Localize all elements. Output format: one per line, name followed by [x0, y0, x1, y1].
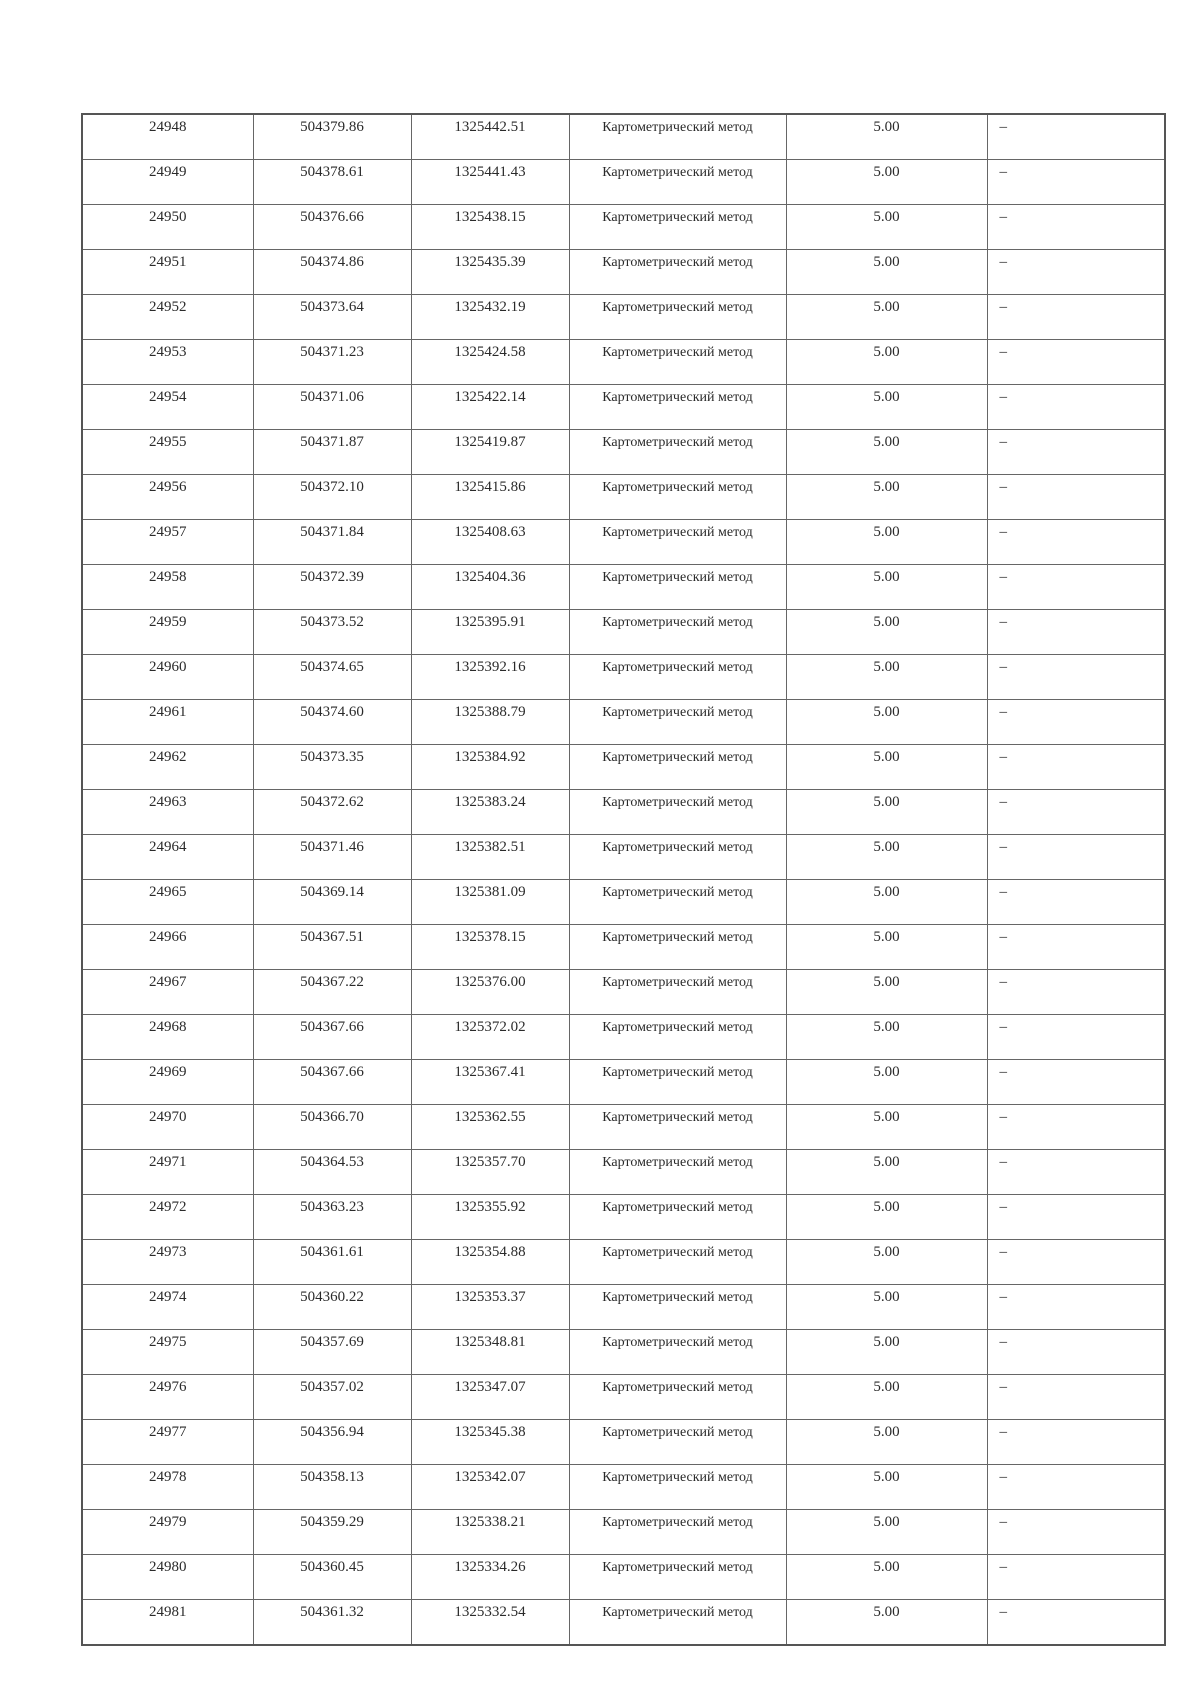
table-row	[82, 1510, 1165, 1555]
cell-y-coordinate: 1325419.87	[411, 430, 569, 475]
cell-note: –	[987, 1105, 1165, 1150]
cell-method: Картометрический метод	[569, 1150, 786, 1195]
cell-note: –	[987, 1240, 1165, 1285]
cell-point-number: 24971	[82, 1150, 253, 1195]
cell-note: –	[987, 745, 1165, 790]
cell-y-coordinate: 1325392.16	[411, 655, 569, 700]
cell-y-coordinate: 1325422.14	[411, 385, 569, 430]
cell-x-coordinate: 504371.87	[253, 430, 411, 475]
cell-note: –	[987, 970, 1165, 1015]
cell-y-coordinate: 1325342.07	[411, 1465, 569, 1510]
cell-x-coordinate: 504366.70	[253, 1105, 411, 1150]
cell-note: –	[987, 880, 1165, 925]
cell-x-coordinate: 504373.35	[253, 745, 411, 790]
cell-accuracy: 5.00	[786, 880, 987, 925]
table-row	[82, 1465, 1165, 1510]
cell-method: Картометрический метод	[569, 790, 786, 835]
cell-x-coordinate: 504371.46	[253, 835, 411, 880]
cell-method: Картометрический метод	[569, 1510, 786, 1555]
cell-note: –	[987, 835, 1165, 880]
cell-y-coordinate: 1325408.63	[411, 520, 569, 565]
cell-accuracy: 5.00	[786, 1510, 987, 1555]
cell-method: Картометрический метод	[569, 430, 786, 475]
table-row	[82, 1600, 1165, 1646]
cell-method: Картометрический метод	[569, 970, 786, 1015]
cell-note: –	[987, 790, 1165, 835]
cell-x-coordinate: 504360.45	[253, 1555, 411, 1600]
cell-x-coordinate: 504372.10	[253, 475, 411, 520]
cell-note: –	[987, 610, 1165, 655]
cell-point-number: 24967	[82, 970, 253, 1015]
cell-x-coordinate: 504373.64	[253, 295, 411, 340]
cell-method: Картометрический метод	[569, 745, 786, 790]
table-row	[82, 790, 1165, 835]
cell-method: Картометрический метод	[569, 1465, 786, 1510]
cell-x-coordinate: 504369.14	[253, 880, 411, 925]
cell-point-number: 24961	[82, 700, 253, 745]
cell-accuracy: 5.00	[786, 655, 987, 700]
cell-x-coordinate: 504374.60	[253, 700, 411, 745]
cell-note: –	[987, 700, 1165, 745]
cell-method: Картометрический метод	[569, 475, 786, 520]
table-row	[82, 745, 1165, 790]
cell-note: –	[987, 1375, 1165, 1420]
cell-point-number: 24953	[82, 340, 253, 385]
cell-accuracy: 5.00	[786, 925, 987, 970]
cell-point-number: 24968	[82, 1015, 253, 1060]
cell-accuracy: 5.00	[786, 385, 987, 430]
cell-note: –	[987, 1060, 1165, 1105]
cell-accuracy: 5.00	[786, 970, 987, 1015]
cell-accuracy: 5.00	[786, 1600, 987, 1646]
cell-x-coordinate: 504374.86	[253, 250, 411, 295]
cell-note: –	[987, 1330, 1165, 1375]
cell-method: Картометрический метод	[569, 340, 786, 385]
cell-accuracy: 5.00	[786, 1150, 987, 1195]
cell-accuracy: 5.00	[786, 114, 987, 160]
table-row	[82, 880, 1165, 925]
cell-point-number: 24978	[82, 1465, 253, 1510]
table-row	[82, 835, 1165, 880]
cell-x-coordinate: 504371.23	[253, 340, 411, 385]
cell-x-coordinate: 504372.39	[253, 565, 411, 610]
cell-method: Картометрический метод	[569, 520, 786, 565]
cell-accuracy: 5.00	[786, 1465, 987, 1510]
table-row	[82, 565, 1165, 610]
cell-y-coordinate: 1325376.00	[411, 970, 569, 1015]
cell-method: Картометрический метод	[569, 1330, 786, 1375]
cell-accuracy: 5.00	[786, 1240, 987, 1285]
cell-y-coordinate: 1325441.43	[411, 160, 569, 205]
table-row	[82, 1240, 1165, 1285]
cell-accuracy: 5.00	[786, 835, 987, 880]
cell-point-number: 24965	[82, 880, 253, 925]
cell-x-coordinate: 504361.61	[253, 1240, 411, 1285]
cell-note: –	[987, 1555, 1165, 1600]
table-row	[82, 250, 1165, 295]
cell-note: –	[987, 1420, 1165, 1465]
table-row	[82, 925, 1165, 970]
table-row	[82, 1060, 1165, 1105]
cell-x-coordinate: 504359.29	[253, 1510, 411, 1555]
table-row	[82, 700, 1165, 745]
cell-x-coordinate: 504367.66	[253, 1060, 411, 1105]
cell-method: Картометрический метод	[569, 1420, 786, 1465]
table-row	[82, 1330, 1165, 1375]
cell-x-coordinate: 504371.84	[253, 520, 411, 565]
cell-y-coordinate: 1325353.37	[411, 1285, 569, 1330]
cell-y-coordinate: 1325332.54	[411, 1600, 569, 1646]
cell-note: –	[987, 520, 1165, 565]
cell-y-coordinate: 1325442.51	[411, 114, 569, 160]
cell-y-coordinate: 1325354.88	[411, 1240, 569, 1285]
cell-y-coordinate: 1325378.15	[411, 925, 569, 970]
cell-point-number: 24950	[82, 205, 253, 250]
coordinates-table	[81, 113, 1166, 1646]
cell-y-coordinate: 1325382.51	[411, 835, 569, 880]
cell-note: –	[987, 1600, 1165, 1646]
cell-point-number: 24954	[82, 385, 253, 430]
cell-note: –	[987, 1285, 1165, 1330]
cell-x-coordinate: 504361.32	[253, 1600, 411, 1646]
cell-x-coordinate: 504356.94	[253, 1420, 411, 1465]
cell-accuracy: 5.00	[786, 610, 987, 655]
cell-method: Картометрический метод	[569, 700, 786, 745]
table-row	[82, 1105, 1165, 1150]
cell-note: –	[987, 1510, 1165, 1555]
coordinates-table-body	[82, 114, 1165, 1645]
cell-point-number: 24976	[82, 1375, 253, 1420]
cell-accuracy: 5.00	[786, 520, 987, 565]
cell-point-number: 24970	[82, 1105, 253, 1150]
cell-method: Картометрический метод	[569, 655, 786, 700]
cell-note: –	[987, 205, 1165, 250]
cell-point-number: 24981	[82, 1600, 253, 1646]
cell-x-coordinate: 504373.52	[253, 610, 411, 655]
cell-method: Картометрический метод	[569, 114, 786, 160]
cell-y-coordinate: 1325384.92	[411, 745, 569, 790]
cell-method: Картометрический метод	[569, 880, 786, 925]
cell-method: Картометрический метод	[569, 1555, 786, 1600]
cell-note: –	[987, 1015, 1165, 1060]
cell-note: –	[987, 1465, 1165, 1510]
cell-x-coordinate: 504378.61	[253, 160, 411, 205]
cell-accuracy: 5.00	[786, 1015, 987, 1060]
cell-point-number: 24959	[82, 610, 253, 655]
cell-point-number: 24979	[82, 1510, 253, 1555]
cell-accuracy: 5.00	[786, 250, 987, 295]
cell-point-number: 24977	[82, 1420, 253, 1465]
cell-note: –	[987, 430, 1165, 475]
cell-y-coordinate: 1325424.58	[411, 340, 569, 385]
cell-point-number: 24949	[82, 160, 253, 205]
cell-point-number: 24952	[82, 295, 253, 340]
cell-point-number: 24956	[82, 475, 253, 520]
cell-y-coordinate: 1325345.38	[411, 1420, 569, 1465]
table-row	[82, 205, 1165, 250]
cell-y-coordinate: 1325383.24	[411, 790, 569, 835]
cell-method: Картометрический метод	[569, 1600, 786, 1646]
cell-note: –	[987, 475, 1165, 520]
cell-x-coordinate: 504358.13	[253, 1465, 411, 1510]
cell-point-number: 24955	[82, 430, 253, 475]
cell-accuracy: 5.00	[786, 205, 987, 250]
cell-point-number: 24957	[82, 520, 253, 565]
cell-method: Картометрический метод	[569, 1015, 786, 1060]
cell-accuracy: 5.00	[786, 160, 987, 205]
cell-y-coordinate: 1325404.36	[411, 565, 569, 610]
table-row	[82, 114, 1165, 160]
cell-point-number: 24980	[82, 1555, 253, 1600]
cell-accuracy: 5.00	[786, 1285, 987, 1330]
cell-y-coordinate: 1325348.81	[411, 1330, 569, 1375]
cell-x-coordinate: 504372.62	[253, 790, 411, 835]
cell-y-coordinate: 1325334.26	[411, 1555, 569, 1600]
cell-accuracy: 5.00	[786, 565, 987, 610]
cell-y-coordinate: 1325367.41	[411, 1060, 569, 1105]
cell-method: Картометрический метод	[569, 1105, 786, 1150]
cell-x-coordinate: 504374.65	[253, 655, 411, 700]
cell-note: –	[987, 250, 1165, 295]
cell-y-coordinate: 1325355.92	[411, 1195, 569, 1240]
cell-method: Картометрический метод	[569, 385, 786, 430]
cell-note: –	[987, 925, 1165, 970]
cell-point-number: 24969	[82, 1060, 253, 1105]
table-row	[82, 1420, 1165, 1465]
cell-point-number: 24958	[82, 565, 253, 610]
cell-x-coordinate: 504367.66	[253, 1015, 411, 1060]
cell-accuracy: 5.00	[786, 1420, 987, 1465]
cell-point-number: 24972	[82, 1195, 253, 1240]
cell-point-number: 24962	[82, 745, 253, 790]
cell-point-number: 24975	[82, 1330, 253, 1375]
cell-method: Картометрический метод	[569, 205, 786, 250]
cell-method: Картометрический метод	[569, 565, 786, 610]
cell-accuracy: 5.00	[786, 1195, 987, 1240]
cell-point-number: 24948	[82, 114, 253, 160]
cell-method: Картометрический метод	[569, 610, 786, 655]
cell-accuracy: 5.00	[786, 790, 987, 835]
cell-x-coordinate: 504379.86	[253, 114, 411, 160]
table-row	[82, 475, 1165, 520]
cell-y-coordinate: 1325338.21	[411, 1510, 569, 1555]
cell-note: –	[987, 565, 1165, 610]
cell-method: Картометрический метод	[569, 835, 786, 880]
cell-point-number: 24964	[82, 835, 253, 880]
cell-x-coordinate: 504360.22	[253, 1285, 411, 1330]
cell-point-number: 24973	[82, 1240, 253, 1285]
cell-accuracy: 5.00	[786, 340, 987, 385]
cell-y-coordinate: 1325435.39	[411, 250, 569, 295]
table-row	[82, 430, 1165, 475]
cell-x-coordinate: 504364.53	[253, 1150, 411, 1195]
cell-x-coordinate: 504357.69	[253, 1330, 411, 1375]
table-row	[82, 385, 1165, 430]
cell-accuracy: 5.00	[786, 475, 987, 520]
cell-x-coordinate: 504363.23	[253, 1195, 411, 1240]
cell-y-coordinate: 1325415.86	[411, 475, 569, 520]
table-row	[82, 655, 1165, 700]
cell-accuracy: 5.00	[786, 1555, 987, 1600]
cell-y-coordinate: 1325362.55	[411, 1105, 569, 1150]
cell-note: –	[987, 385, 1165, 430]
cell-y-coordinate: 1325438.15	[411, 205, 569, 250]
cell-method: Картометрический метод	[569, 295, 786, 340]
cell-x-coordinate: 504371.06	[253, 385, 411, 430]
cell-method: Картометрический метод	[569, 250, 786, 295]
cell-method: Картометрический метод	[569, 925, 786, 970]
cell-y-coordinate: 1325388.79	[411, 700, 569, 745]
cell-point-number: 24963	[82, 790, 253, 835]
cell-accuracy: 5.00	[786, 1105, 987, 1150]
cell-method: Картометрический метод	[569, 160, 786, 205]
cell-point-number: 24966	[82, 925, 253, 970]
cell-y-coordinate: 1325395.91	[411, 610, 569, 655]
cell-method: Картометрический метод	[569, 1375, 786, 1420]
cell-point-number: 24960	[82, 655, 253, 700]
cell-x-coordinate: 504376.66	[253, 205, 411, 250]
cell-method: Картометрический метод	[569, 1060, 786, 1105]
table-row	[82, 160, 1165, 205]
cell-y-coordinate: 1325432.19	[411, 295, 569, 340]
cell-y-coordinate: 1325357.70	[411, 1150, 569, 1195]
cell-accuracy: 5.00	[786, 430, 987, 475]
cell-note: –	[987, 1195, 1165, 1240]
table-row	[82, 970, 1165, 1015]
cell-method: Картометрический метод	[569, 1285, 786, 1330]
table-row	[82, 1150, 1165, 1195]
cell-note: –	[987, 295, 1165, 340]
cell-accuracy: 5.00	[786, 295, 987, 340]
cell-accuracy: 5.00	[786, 745, 987, 790]
table-row	[82, 1555, 1165, 1600]
table-row	[82, 1195, 1165, 1240]
cell-y-coordinate: 1325347.07	[411, 1375, 569, 1420]
table-row	[82, 610, 1165, 655]
cell-x-coordinate: 504367.22	[253, 970, 411, 1015]
cell-note: –	[987, 655, 1165, 700]
table-row	[82, 520, 1165, 565]
cell-x-coordinate: 504357.02	[253, 1375, 411, 1420]
table-row	[82, 295, 1165, 340]
cell-note: –	[987, 160, 1165, 205]
cell-point-number: 24951	[82, 250, 253, 295]
cell-y-coordinate: 1325381.09	[411, 880, 569, 925]
cell-note: –	[987, 1150, 1165, 1195]
cell-note: –	[987, 340, 1165, 385]
cell-method: Картометрический метод	[569, 1240, 786, 1285]
cell-method: Картометрический метод	[569, 1195, 786, 1240]
cell-accuracy: 5.00	[786, 1330, 987, 1375]
cell-x-coordinate: 504367.51	[253, 925, 411, 970]
table-row	[82, 340, 1165, 385]
cell-accuracy: 5.00	[786, 1060, 987, 1105]
cell-accuracy: 5.00	[786, 1375, 987, 1420]
cell-point-number: 24974	[82, 1285, 253, 1330]
cell-y-coordinate: 1325372.02	[411, 1015, 569, 1060]
cell-accuracy: 5.00	[786, 700, 987, 745]
table-row	[82, 1375, 1165, 1420]
table-row	[82, 1015, 1165, 1060]
cell-note: –	[987, 114, 1165, 160]
table-row	[82, 1285, 1165, 1330]
